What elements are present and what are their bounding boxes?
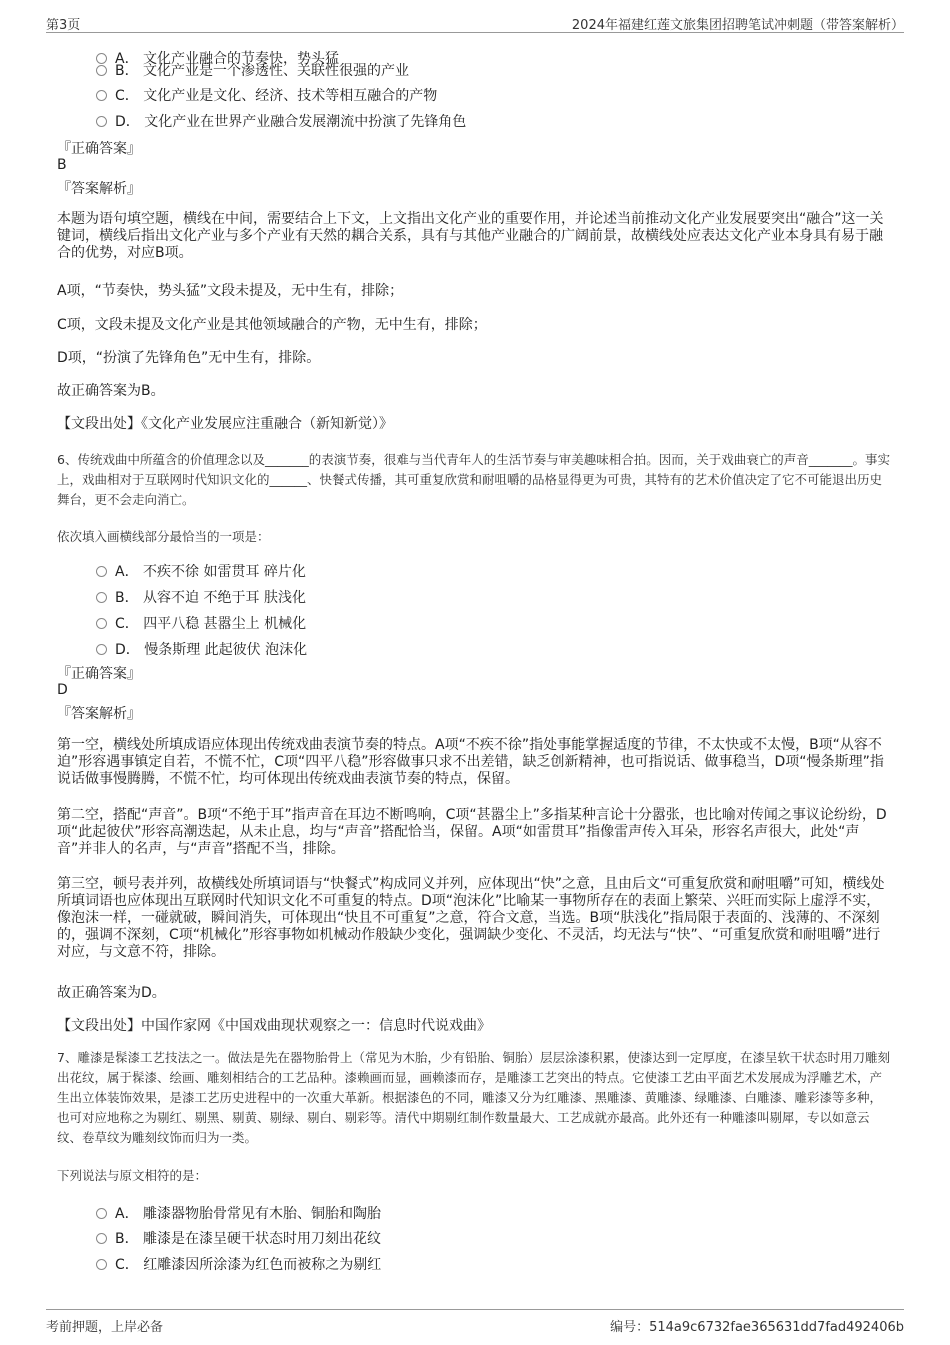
q7-option-a[interactable]: A． 雕漆器物胎骨常见有木胎、铜胎和陶胎: [96, 1203, 381, 1223]
q7-option-c[interactable]: C． 红雕漆因所涂漆为红色而被称之为剔红: [96, 1254, 381, 1274]
radio-icon[interactable]: [96, 65, 107, 76]
page-footer: [46, 1309, 904, 1336]
radio-icon[interactable]: [96, 566, 107, 577]
q5-source: 【文段出处】《文化产业发展应注重融合（新知新觉）》: [57, 416, 393, 432]
q6-answer: D: [57, 682, 68, 698]
footer-slogan: 考前押题，上岸必备: [46, 1320, 164, 1335]
q5-analysis-paragraph: 本题为语句填空题，横线在中间，需要结合上下文，上文指出文化产业的重要作用，并论述当前推动文化产业发展要突出“融合”这一关键词，横线后指出文化产业与多个产业有天然的耦合关系，具有与其他产业融合的广阔前景，故横线处应表达文化产业本身具有易于融合的优势，对应B项。: [57, 211, 884, 261]
q6-stem: 6、传统戏曲中所蕴含的价值理念以及_______的表演节奏，很难与当代青年人的生活节奏与审美趣味相合拍。因而，关于戏曲衰亡的声音_______。事实上，戏曲相对于互联网时代知识文化的______、快餐式传播，其可重复欣赏和耐咀嚼的品格显得更为可贵，其特有的艺术价值决定了它不可能退出历史舞台，更不会走向消亡。: [57, 452, 890, 507]
radio-icon[interactable]: [96, 116, 107, 127]
q5-answer: B: [57, 157, 67, 173]
page-header: [46, 12, 904, 33]
q7-option-b[interactable]: B． 雕漆是在漆呈硬干状态时用刀刻出花纹: [96, 1228, 381, 1248]
q5-analysis-label: 『答案解析』: [57, 181, 141, 197]
page-number: 第3页: [46, 18, 81, 33]
radio-icon[interactable]: [96, 1259, 107, 1270]
radio-icon[interactable]: [96, 90, 107, 101]
q6-analysis-paragraph: 第二空，搭配“声音”。B项“不绝于耳”指声音在耳边不断鸣响，C项“甚嚣尘上”多指某种言论十分嚣张，也比喻对传闻之事议论纷纷，D项“此起彼伏”形容高潮迭起，从未止息，均与“声音”搭配恰当，保留。A项“如雷贯耳”指像雷声传入耳朵，形容名声很大，此处“声音”并非人的名声，与“声音”搭配不当，排除。: [57, 807, 887, 857]
q6-prompt: 依次填入画横线部分最恰当的一项是：: [57, 529, 270, 544]
radio-icon[interactable]: [96, 644, 107, 655]
q5-analysis-paragraph: 故正确答案为B。: [57, 383, 165, 399]
q6-source: 【文段出处】中国作家网《中国戏曲现状观察之一：信息时代说戏曲》: [57, 1018, 491, 1034]
q5-analysis-paragraph: A项，“节奏快，势头猛”文段未提及，无中生有，排除；: [57, 283, 404, 299]
q6-option-d[interactable]: D． 慢条斯理 此起彼伏 泡沫化: [96, 639, 307, 659]
radio-icon[interactable]: [96, 1208, 107, 1219]
q6-answer-label: 『正确答案』: [57, 666, 141, 682]
q7-stem: 7、雕漆是髹漆工艺技法之一。做法是先在器物胎骨上（常见为木胎，少有铅胎、铜胎）层层涂漆积累，使漆达到一定厚度，在漆呈软干状态时用刀雕刻出花纹，属于髹漆、绘画、雕刻相结合的工艺品种。漆赖画而显，画赖漆而存，是雕漆工艺突出的特点。它使漆工艺由平面艺术发展成为浮雕艺术，产生出立体装饰效果，是漆工艺历史进程中的一次重大革新。根据漆色的不同，雕漆又分为红雕漆、黑雕漆、黄雕漆、绿雕漆、白雕漆、雕彩漆等多种，也可对应地称之为剔红、剔黑、剔黄、剔绿、剔白、剔彩等。清代中期剔红制作数量最大、工艺成就亦最高。此外还有一种雕漆叫剔犀，专以如意云纹、卷草纹为雕刻纹饰而归为一类。: [57, 1050, 890, 1145]
q7-prompt: 下列说法与原文相符的是：: [57, 1168, 208, 1183]
q6-option-b[interactable]: B． 从容不迫 不绝于耳 肤浅化: [96, 587, 306, 607]
q5-analysis-paragraph: C项，文段未提及文化产业是其他领域融合的产物，无中生有，排除；: [57, 317, 487, 333]
q5-answer-label: 『正确答案』: [57, 141, 141, 157]
radio-icon[interactable]: [96, 618, 107, 629]
document-title: 2024年福建红莲文旅集团招聘笔试冲刺题（带答案解析）: [571, 18, 904, 33]
q6-analysis-label: 『答案解析』: [57, 706, 141, 722]
q5-option-b[interactable]: B． 文化产业是一个渗透性、关联性很强的产业: [96, 60, 409, 80]
q6-option-c[interactable]: C． 四平八稳 甚嚣尘上 机械化: [96, 613, 306, 633]
q6-analysis-paragraph: 第三空，顿号表并列，故横线处所填词语与“快餐式”构成同义并列，应体现出“快”之意，且由后文“可重复欣赏和耐咀嚼”可知，横线处所填词语也应体现出互联网时代知识文化不可重复的特点。D项“泡沫化”比喻某一事物所存在的表面上繁荣、兴旺而实际上虚浮不实，像泡沫一样，一碰就破，瞬间消失，可体现出“快且不可重复”之意，符合文意，当选。B项“肤浅化”指局限于表面的、浅薄的、不深刻的，强调不深刻，C项“机械化”形容事物如机械动作般缺少变化，强调缺少变化、不灵活，均无法与“快”、“可重复欣赏和耐咀嚼”进行对应，与文意不符，排除。: [57, 876, 885, 960]
q6-analysis-paragraph: 故正确答案为D。: [57, 985, 166, 1001]
q5-option-c[interactable]: C． 文化产业是文化、经济、技术等相互融合的产物: [96, 85, 437, 105]
q6-option-a[interactable]: A． 不疾不徐 如雷贯耳 碎片化: [96, 561, 306, 581]
q5-option-d[interactable]: D． 文化产业在世界产业融合发展潮流中扮演了先锋角色: [96, 111, 466, 131]
radio-icon[interactable]: [96, 592, 107, 603]
q5-option-a[interactable]: A． 文化产业融合的节奏快，势头猛: [96, 48, 339, 68]
radio-icon[interactable]: [96, 1233, 107, 1244]
footer-document-id: 编号：514a9c6732fae365631dd7fad492406b: [610, 1320, 904, 1335]
q5-analysis-paragraph: D项，“扮演了先锋角色”无中生有，排除。: [57, 350, 321, 366]
q6-analysis-paragraph: 第一空，横线处所填成语应体现出传统戏曲表演节奏的特点。A项“不疾不徐”指处事能掌握适度的节律，不太快或不太慢，B项“从容不迫”形容遇事镇定自若，不慌不忙，C项“四平八稳”形容做事只求不出差错，缺乏创新精神，也可指说话、做事稳当，D项“慢条斯理”指说话做事慢腾腾，不慌不忙，均可体现出传统戏曲表演节奏的特点，保留。: [57, 737, 884, 787]
